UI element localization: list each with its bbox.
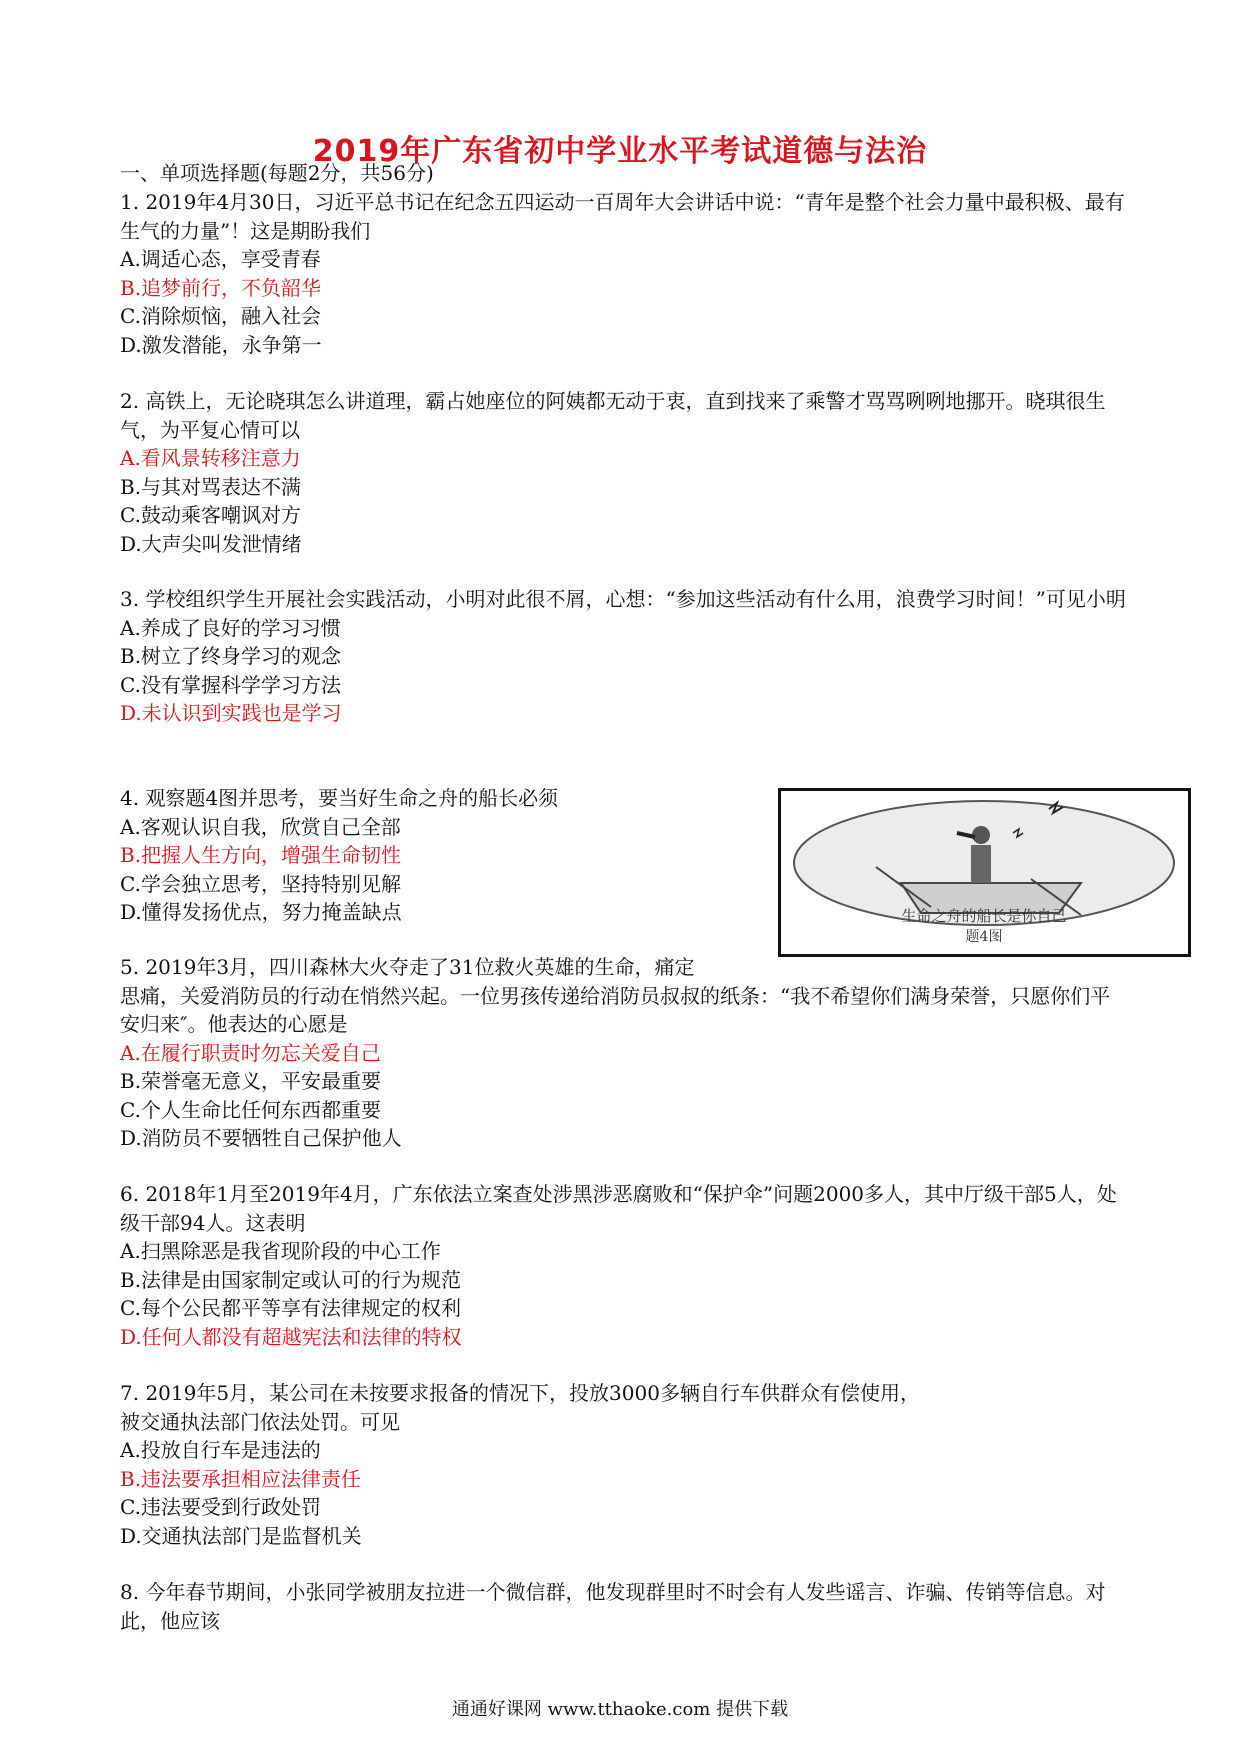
- option-a: A.调适心态，享受青春: [120, 247, 321, 271]
- option-b: B.违法要承担相应法律责任: [120, 1466, 362, 1491]
- option-a: A.看风景转移注意力: [120, 446, 301, 470]
- figure-boat-captain: [778, 788, 1191, 957]
- option-b: B.法律是由国家制定或认可的行为规范: [120, 1267, 462, 1292]
- option-c: C.消除烦恼，融入社会: [120, 304, 321, 328]
- page-footer: 通通好课网 www.tthaoke.com 提供下载: [451, 1699, 789, 1720]
- question-stem: 4. 观察题4图并思考，要当好生命之舟的船长必须: [120, 786, 559, 810]
- page-title: 2019年广东省初中学业水平考试道德与法治: [312, 134, 928, 169]
- question-stem: 8. 今年春节期间，小张同学被朋友拉进一个微信群，他发现群里时不时会有人发些谣言、诈骗、传销等信息。对此，他应该: [120, 1580, 1106, 1633]
- option-d: D.大声尖叫发泄情绪: [120, 531, 302, 556]
- option-d: D.懂得发扬优点，努力掩盖缺点: [120, 900, 402, 924]
- question-stem: 2. 高铁上，无论晓琪怎么讲道理，霸占她座位的阿姨都无动于衷，直到找来了乘警才骂骂咧咧地挪开。晓琪很生气，为平复心情可以: [120, 389, 1106, 442]
- option-a: A.养成了良好的学习习惯: [120, 615, 341, 640]
- figure-caption-line2: 题4图: [965, 929, 1003, 945]
- option-d: D.未认识到实践也是学习: [120, 701, 342, 725]
- boat-captain-illustration-icon: [781, 791, 1188, 954]
- option-c: C.鼓动乘客嘲讽对方: [120, 503, 301, 527]
- option-b: B.树立了终身学习的观念: [120, 644, 342, 668]
- question-stem: 1. 2019年4月30日，习近平总书记在纪念五四运动一百周年大会讲话中说：“青年是整个社会力量中最积极、最有生气的力量”！这是期盼我们: [120, 190, 1125, 243]
- option-c: C.每个公民都平等享有法律规定的权利: [120, 1296, 461, 1320]
- question-2: [120, 387, 1130, 558]
- question-stem-line1: 5. 2019年3月，四川森林大火夺走了31位救火英雄的生命，痛定: [120, 955, 695, 979]
- option-a: A.客观认识自我，欣赏自己全部: [120, 814, 401, 839]
- option-c: C.没有掌握科学学习方法: [120, 672, 341, 697]
- question-1: [120, 188, 1130, 359]
- question-stem-rest: 思痛，关爱消防员的行动在悄然兴起。一位男孩传递给消防员叔叔的纸条：“我不希望你们满身荣誉，只愿你们平安归来″。他表达的心愿是: [120, 983, 1111, 1036]
- option-d: D.任何人都没有超越宪法和法律的特权: [120, 1324, 462, 1349]
- option-d: D.消防员不要牺牲自己保护他人: [120, 1126, 402, 1150]
- option-c: C.学会独立思考，坚持特别见解: [120, 871, 401, 896]
- question-6: [120, 1180, 1130, 1351]
- question-4: [120, 784, 760, 927]
- question-stem-rest: 被交通执法部门依法处罚。可见: [120, 1409, 400, 1434]
- option-c: C.违法要受到行政处罚: [120, 1495, 321, 1519]
- section-heading: 一、单项选择题(每题2分，共56分): [120, 161, 434, 185]
- option-a: A.投放自行车是违法的: [120, 1438, 321, 1462]
- option-d: D.交通执法部门是监督机关: [120, 1523, 362, 1548]
- question-stem: 6. 2018年1月至2019年4月，广东依法立案查处涉黑涉恶腐败和“保护伞”问题2000多人，其中厅级干部5人，处级干部94人。这表明: [120, 1182, 1117, 1235]
- question-stem-line1: 7. 2019年5月，某公司在未按要求报备的情况下，投放3000多辆自行车供群众有偿使用，: [120, 1381, 920, 1405]
- option-b: B.追梦前行，不负韶华: [120, 275, 322, 300]
- option-c: C.个人生命比任何东西都重要: [120, 1097, 381, 1122]
- option-b: B.与其对骂表达不满: [120, 474, 302, 499]
- question-5: [120, 953, 1130, 1153]
- option-a: A.扫黑除恶是我省现阶段的中心工作: [120, 1239, 441, 1263]
- question-3: [120, 585, 1130, 728]
- question-stem: 3. 学校组织学生开展社会实践活动，小明对此很不屑，心想：“参加这些活动有什么用，浪费学习时间！”可见小明: [120, 587, 1126, 611]
- question-8: [120, 1578, 1130, 1635]
- option-d: D.激发潜能，永争第一: [120, 332, 322, 357]
- option-a: A.在履行职责时勿忘关爱自己: [120, 1040, 381, 1065]
- option-b: B.荣誉毫无意义，平安最重要: [120, 1069, 382, 1093]
- option-b: B.把握人生方向，增强生命韧性: [120, 843, 402, 867]
- figure-caption-line1: 生命之舟的船长是你自己: [901, 907, 1067, 925]
- question-7: [120, 1379, 1130, 1550]
